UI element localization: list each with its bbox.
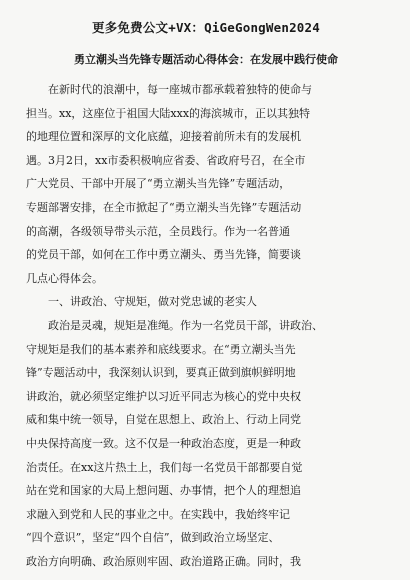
body-line: 的党员干部，如何在工作中勇立潮头、勇当先锋，简要谈 — [26, 248, 301, 262]
body-line: “四个意识”，坚定“四个自信”，做到政治立场坚定、 — [26, 531, 280, 545]
body-line: 求融入到党和人民的事业之中。在实践中，我始终牢记 — [26, 507, 290, 521]
body-line: 守规矩是我们的基本素养和底线要求。在“勇立潮头当先 — [26, 342, 296, 356]
body-line: 威和集中统一领导，自觉在思想上、政治上、行动上同党 — [26, 413, 301, 427]
body-line: 中央保持高度一致。这不仅是一种政治态度，更是一种政 — [26, 436, 301, 450]
body-line: 几点心得体会。 — [26, 271, 103, 285]
body-line: 在新时代的浪潮中，每一座城市都承载着独特的使命与 — [26, 83, 312, 96]
body-line: 锋”专题活动中，我深刻认识到，要真正做到旗帜鲜明地 — [26, 366, 296, 380]
body-line: 治责任。在xx这片热土上，我们每一名党员干部都要自觉 — [26, 460, 303, 474]
body-line: 讲政治，就必须坚定维护以习近平同志为核心的党中央权 — [26, 389, 301, 403]
body-line: 的高潮，各级领导带头示范，全员践行。作为一名普通 — [26, 224, 290, 238]
promo-banner: 更多免费公文+VX：QiGeGongWen2024 — [92, 20, 320, 35]
body-line: 的地理位置和深厚的文化底蕴，迎接着前所未有的发展机 — [26, 130, 301, 144]
body-line: 站在党和国家的大局上想问题、办事情，把个人的理想追 — [26, 484, 301, 498]
document-title: 勇立潮头当先锋专题活动心得体会：在发展中践行使命 — [74, 53, 338, 66]
document-body — [26, 78, 386, 573]
body-line: 专题部署安排，在全市掀起了“勇立潮头当先锋”专题活动 — [26, 200, 302, 214]
body-line: 政治是灵魂，规矩是准绳。作为一名党员干部，讲政治、 — [26, 318, 323, 332]
body-line: 担当。xx，这座位于祖国大陆xxx的海滨城市，正以其独特 — [26, 106, 311, 120]
body-line: 政治方向明确、政治原则牢固、政治道路正确。同时，我 — [26, 554, 301, 568]
body-line: 遇。3月2日，xx市委积极响应省委、省政府号召，在全市 — [26, 153, 306, 167]
section-heading: 一、讲政治、守规矩，做对党忠诚的老实人 — [26, 295, 257, 309]
body-line: 广大党员、干部中开展了“勇立潮头当先锋”专题活动， — [26, 177, 291, 191]
